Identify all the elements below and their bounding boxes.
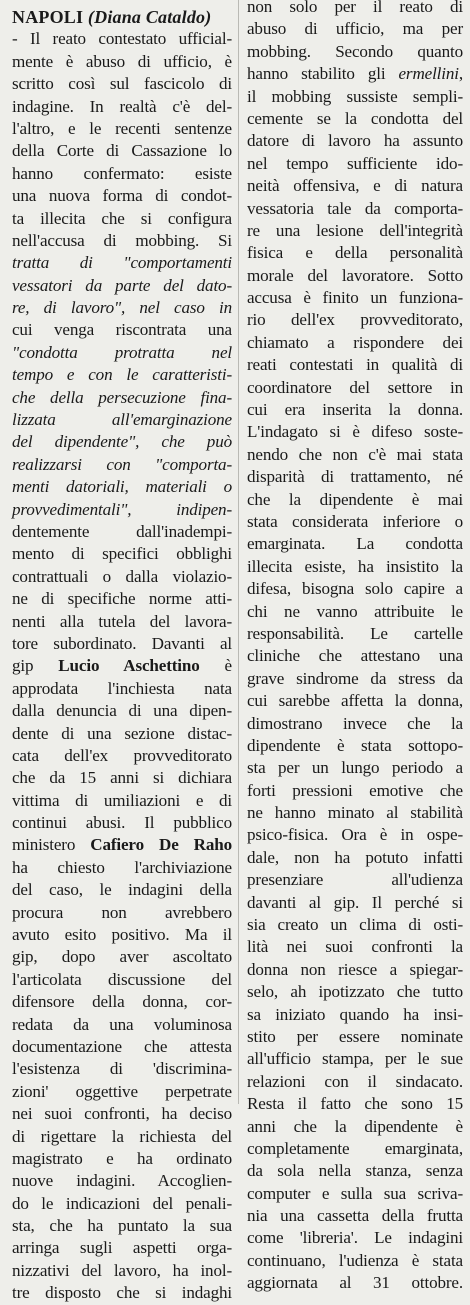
- right_lines-line: continuano, l'udienza è stata: [247, 1250, 463, 1270]
- right_lines-line: illecita esiste, ha insistito la: [247, 556, 463, 576]
- right_lines-line: disparità di trattamento, né: [247, 467, 463, 487]
- left_lines-line: della Corte di Cassazione lo: [12, 141, 232, 161]
- right_lines-line: forti pressioni emotive che: [247, 780, 463, 800]
- left_lines-line: ha chiesto l'archiviazione: [12, 857, 232, 877]
- right_lines-line: morale del lavoratore. Sotto: [247, 265, 463, 285]
- left_lines-line: difensore della donna, cor-: [12, 992, 232, 1012]
- right_lines-line: ne hanno minato al stabilità: [247, 803, 463, 823]
- left_lines-line: continui abusi. Il pubblico: [12, 813, 232, 833]
- left_lines-line: tempo e con le caratteristi-: [12, 365, 232, 385]
- emphasis: ermellini: [398, 64, 459, 84]
- right_lines-line: dimostrano invece che la: [247, 713, 463, 733]
- left_lines-line: approdata l'inchiesta nata: [12, 678, 232, 698]
- left_lines-line: gip, dopo aver ascoltato: [12, 947, 232, 967]
- left_lines-line: tre disposto che si indaghi: [12, 1283, 232, 1303]
- left_lines-line: mente è abuso di ufficio, è: [12, 51, 232, 71]
- left_lines-line: l'altro, e le recenti sentenze: [12, 118, 232, 138]
- right_lines-line: anni che la dipendente è: [247, 1116, 463, 1136]
- left_lines-line: tratta di "comportamenti: [12, 253, 232, 273]
- left_lines-line: nenti alla tutela del lavora-: [12, 611, 232, 631]
- right_lines-line: hanno stabilito gli ermellini,: [247, 64, 463, 84]
- left_lines-line: indagine. In realtà c'è del-: [12, 96, 232, 116]
- right_lines-line: mobbing. Secondo quanto: [247, 41, 463, 61]
- left_lines-line: - Il reato contestato ufficial-: [12, 29, 232, 49]
- left_lines-line: documentazione che attesta: [12, 1036, 232, 1056]
- right_lines-line: donna non riesce a spiegar-: [247, 959, 463, 979]
- left_lines-line: redata da una voluminosa: [12, 1014, 232, 1034]
- right_lines-line: che la dipendente è mai: [247, 489, 463, 509]
- article-kicker: [12, 6, 232, 28]
- left_lines-line: nei suoi confronti, ha deciso: [12, 1104, 232, 1124]
- right_lines-line: responsabilità. Le cartelle: [247, 623, 463, 643]
- right_lines-line: da sola nella stanza, senza: [247, 1161, 463, 1181]
- right_lines-line: abuso di ufficio, ma per: [247, 19, 463, 39]
- left_lines-line: del caso, le indagini della: [12, 880, 232, 900]
- left_lines-line: l'esistenza di 'discrimina-: [12, 1059, 232, 1079]
- right_lines-line: computer e sulla sua scriva-: [247, 1183, 463, 1203]
- right_lines-line: reati contestati in qualità di: [247, 355, 463, 375]
- right_lines-line: fisica e della personalità: [247, 243, 463, 263]
- right_lines-line: selo, ah ipotizzato che tutto: [247, 982, 463, 1002]
- right_lines-line: sa iniziato quando ha insi-: [247, 1004, 463, 1024]
- right_lines-line: nendo che non c'è mai stata: [247, 444, 463, 464]
- kicker-place: NAPOLI: [12, 7, 84, 27]
- right_lines-line: vessatoria tale da comporta-: [247, 198, 463, 218]
- left_lines-line: che della persecuzione fina-: [12, 387, 232, 407]
- right_lines-line: presenziare all'udienza: [247, 870, 463, 890]
- left_lines-line: ministero Cafiero De Raho: [12, 835, 233, 855]
- left_lines-line: menti datoriali, materiali o: [12, 477, 232, 497]
- left_lines-line: una nuova forma di condot-: [12, 186, 232, 206]
- right_lines-line: sia creato un clima di osti-: [247, 915, 463, 935]
- left_lines-line: avuto esito positivo. Ma il: [12, 925, 232, 945]
- left_lines-line: procura non avrebbero: [12, 902, 232, 922]
- right_lines-line: cemente se la condotta del: [247, 108, 463, 128]
- left_lines-line: magistrato e ha ordinato: [12, 1148, 232, 1168]
- right_lines-line: chiamato a rispondere dei: [247, 332, 463, 352]
- right_lines-line: davanti al gip. Il perché si: [247, 892, 463, 912]
- left_lines-line: re, di lavoro", nel caso in: [12, 298, 232, 318]
- right_lines-line: rio dell'ex provveditorato,: [247, 310, 463, 330]
- left_lines-line: di rigettare la richiesta del: [12, 1126, 232, 1146]
- left_lines-line: del dipendente", che può: [12, 432, 232, 452]
- right_lines-line: accusa è finito un funziona-: [247, 288, 463, 308]
- right_lines-line: neità offensiva, e di natura: [247, 176, 463, 196]
- right_lines-line: L'indagato si è difeso soste-: [247, 422, 463, 442]
- right-column-text: [247, 0, 463, 1295]
- left_lines-line: scritto così sul fascicolo di: [12, 74, 232, 94]
- right_lines-line: nel tempo sufficiente ido-: [247, 153, 463, 173]
- right_lines-line: psico-fisica. Ora è in ospe-: [247, 825, 463, 845]
- left_lines-line: realizzarsi con "comporta-: [12, 454, 232, 474]
- left_lines-line: do le indicazioni del penali-: [12, 1193, 232, 1213]
- left_lines-line: vessatori da parte del dato-: [12, 275, 232, 295]
- right_lines-line: cui sarebbe affetta la donna,: [247, 691, 463, 711]
- left_lines-line: zioni' oggettive perpetrate: [12, 1081, 232, 1101]
- left_lines-line: cui venga riscontrata una: [12, 320, 232, 340]
- left_lines-line: nizzativi del lavoro, ha inol-: [12, 1260, 232, 1280]
- right_lines-line: lità nei suoi confronti la: [247, 937, 463, 957]
- left_lines-line: hanno confermato: esiste: [12, 163, 232, 183]
- left_lines-line: dalla denuncia di una dipen-: [12, 701, 232, 721]
- right_lines-line: cliniche che attestano una: [247, 646, 463, 666]
- right_lines-line: coordinatore del settore in: [247, 377, 463, 397]
- right_lines-line: completamente emarginata,: [247, 1138, 463, 1158]
- left_lines-line: l'articolata discussione del: [12, 969, 232, 989]
- left_lines-line: contrattuali o dalla violazio-: [12, 566, 232, 586]
- right_lines-line: re una lesione dell'integrità: [247, 220, 463, 240]
- left_lines-line: cata dell'ex provveditorato: [12, 745, 232, 765]
- kicker-byline: (Diana Cataldo): [87, 7, 212, 27]
- right_lines-line: come 'libreria'. Le indagini: [247, 1228, 463, 1248]
- left_lines-line: ne di specifiche norme atti-: [12, 589, 232, 609]
- right_lines-line: dipendente è stata sottopo-: [247, 735, 463, 755]
- person-name: Lucio Aschettino: [58, 656, 200, 676]
- left_lines-line: gip Lucio Aschettino è: [12, 656, 232, 676]
- right_lines-line: relazioni con il sindacato.: [247, 1071, 463, 1091]
- right_lines-line: non solo per il reato di: [247, 0, 463, 16]
- right_lines-line: dale, non ha potuto infatti: [247, 847, 463, 867]
- left_lines-line: ta illecita che si configura: [12, 208, 232, 228]
- left_lines-line: arringa sugli aspetti orga-: [12, 1238, 232, 1258]
- right_lines-line: emarginata. La condotta: [247, 534, 463, 554]
- left_lines-line: che da 15 anni si dichiara: [12, 768, 232, 788]
- left_lines-line: provvedimentali", indipen-: [12, 499, 232, 519]
- column-divider: [238, 0, 239, 1104]
- right_lines-line: chi ne vanno attribuite le: [247, 601, 463, 621]
- left_lines-line: sta, che ha puntato la sua: [12, 1216, 232, 1236]
- left_lines-line: "condotta protratta nel: [12, 342, 232, 362]
- right_lines-line: il mobbing sussiste sempli-: [247, 86, 463, 106]
- person-name: Cafiero De Raho: [90, 835, 233, 855]
- left_lines-line: tore subordinato. Davanti al: [12, 633, 232, 653]
- left_lines-line: lizzata all'emarginazione: [12, 410, 232, 430]
- right_lines-line: cui era inserita la donna.: [247, 400, 463, 420]
- left_lines-line: nell'accusa di mobbing. Si: [12, 230, 232, 250]
- left_lines-line: dentemente dall'inadempi-: [12, 521, 232, 541]
- article-column-left: [12, 6, 232, 1305]
- left_lines-line: vittima di umiliazioni e di: [12, 790, 232, 810]
- left_lines-line: mento di specifici obblighi: [12, 544, 232, 564]
- right_lines-line: sta per un lungo periodo a: [247, 758, 463, 778]
- right_lines-line: stito per essere nominate: [247, 1026, 463, 1046]
- right_lines-line: stata considerata inferiore o: [247, 511, 463, 531]
- left-column-text: [12, 28, 232, 1304]
- right_lines-line: nia una cassetta della frutta: [247, 1206, 463, 1226]
- right_lines-line: difesa, bisogna solo capire a: [247, 579, 463, 599]
- right_lines-line: Resta il fatto che sono 15: [247, 1094, 463, 1114]
- left_lines-line: nuove indagini. Accoglien-: [12, 1171, 232, 1191]
- right_lines-line: all'ufficio stampa, per le sue: [247, 1049, 463, 1069]
- right_lines-line: datore di lavoro ha assunto: [247, 131, 463, 151]
- left_lines-line: dente di una sezione distac-: [12, 723, 232, 743]
- article-column-right: [247, 0, 463, 1295]
- right_lines-line: grave sindrome da stress da: [247, 668, 463, 688]
- right_lines-line: aggiornata al 31 ottobre.: [247, 1273, 463, 1293]
